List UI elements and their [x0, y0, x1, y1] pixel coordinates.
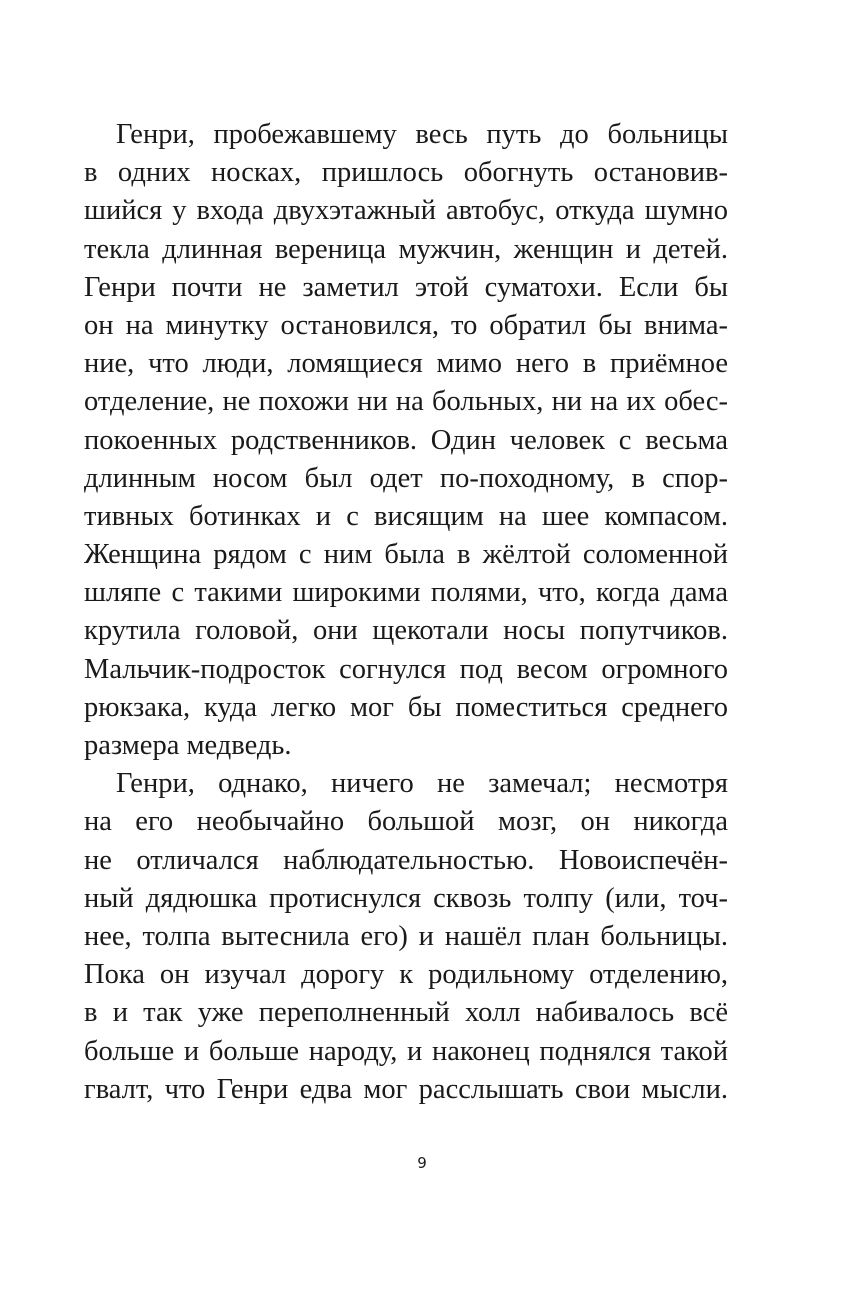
text-line: длинным носом был одет по-походному, в спор-	[84, 462, 728, 494]
text-line: размера медведь.	[84, 730, 292, 761]
paragraph-1	[84, 116, 728, 765]
text-line: гвалт, что Генри едва мог расслышать свои мысли.	[84, 1073, 728, 1105]
text-line: Генри почти не заметил этой суматохи. Если бы	[84, 271, 728, 303]
text-line: покоенных родственников. Один человек с весьма	[84, 424, 728, 456]
text-line: шийся у входа двухэтажный автобус, откуда шумно	[84, 195, 728, 227]
text-line: шляпе с такими широкими полями, что, когда дама	[84, 577, 728, 609]
text-line: нее, толпа вытеснила его) и нашёл план больницы.	[84, 920, 728, 952]
text-line: Генри, пробежавшему весь путь до больницы	[116, 119, 728, 150]
text-line: в и так уже переполненный холл набивалось всё	[84, 997, 728, 1029]
text-line: в одних носках, пришлось обогнуть остановив-	[84, 157, 728, 189]
text-line: ный дядюшка протиснулся сквозь толпу (или, точ-	[84, 882, 728, 914]
text-line: на его необычайно большой мозг, он никогда	[84, 806, 728, 838]
text-line: рюкзака, куда легко мог бы поместиться среднего	[84, 691, 728, 723]
text-line: он на минутку остановился, то обратил бы внима-	[84, 309, 728, 341]
text-line: тивных ботинках и с висящим на шее компасом.	[84, 500, 728, 532]
body-text	[84, 116, 728, 1109]
text-line: не отличался наблюдательностью. Новоиспечён-	[84, 844, 728, 876]
text-line: текла длинная вереница мужчин, женщин и детей.	[84, 233, 728, 265]
text-line: Генри, однако, ничего не замечал; несмотря	[116, 768, 728, 800]
page-number: 9	[417, 1154, 427, 1172]
text-line: отделение, не похожи ни на больных, ни на их обес-	[84, 386, 728, 418]
text-line: Мальчик-подросток согнулся под весом огромного	[84, 653, 728, 685]
text-line: больше и больше народу, и наконец поднялся такой	[84, 1035, 728, 1067]
paragraph-2	[84, 765, 728, 1109]
text-line: крутила головой, они щекотали носы попутчиков.	[84, 615, 728, 647]
text-line: Женщина рядом с ним была в жёлтой соломенной	[84, 539, 728, 571]
text-line: Пока он изучал дорогу к родильному отделению,	[84, 959, 728, 991]
text-line: ние, что люди, ломящиеся мимо него в приёмное	[84, 348, 728, 380]
